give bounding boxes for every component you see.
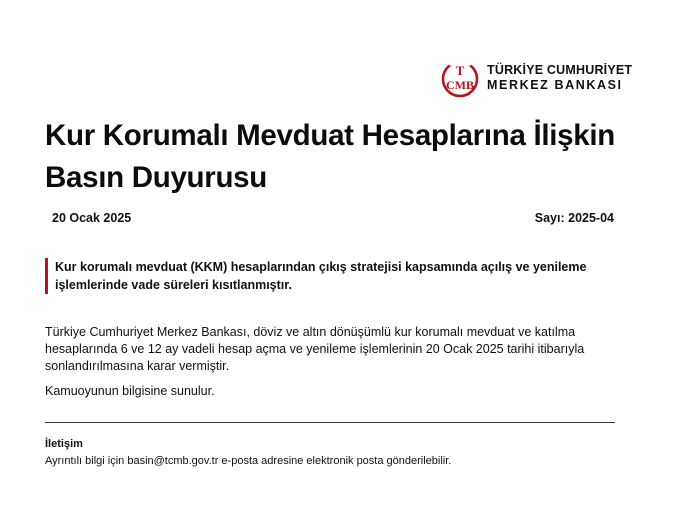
logo-line-2: MERKEZ BANKASI — [487, 78, 623, 92]
logo-wordmark — [487, 63, 632, 93]
summary-callout: Kur korumalı mevduat (KKM) hesaplarından çıkış stratejisi kapsamında açılış ve yenileme işlemlerinde vade süreleri kısıtlanmıştır. — [45, 258, 615, 294]
body-paragraph: Türkiye Cumhuriyet Merkez Bankası, döviz ve altın dönüşümlü kur korumalı mevduat ve katılma hesaplarında 6 ve 12 ay vadeli hesap açma ve yenileme işlemlerinin 20 Ocak 2025 tarihi itibarıyla sonlandırılmasına karar vermiştir. — [45, 325, 585, 373]
logo-line-1: TÜRKİYE CUMHURİYET — [487, 63, 633, 77]
contact-text: Ayrıntılı bilgi için basin@tcmb.gov.tr e-posta adresine elektronik posta gönderilebilir. — [45, 455, 452, 467]
divider — [45, 422, 615, 423]
svg-text:CMB: CMB — [446, 78, 474, 92]
svg-text:T: T — [455, 63, 465, 78]
contact-heading: İletişim — [45, 438, 83, 450]
release-number: Sayı: 2025-04 — [534, 211, 614, 225]
closing-line: Kamuoyunun bilgisine sunulur. — [45, 384, 215, 398]
tcmb-logo — [440, 58, 632, 98]
page-title: Kur Korumalı Mevduat Hesaplarına İlişkin Basın Duyurusu — [45, 119, 615, 194]
tcmb-emblem-icon — [440, 58, 480, 98]
release-date: 20 Ocak 2025 — [52, 211, 132, 225]
